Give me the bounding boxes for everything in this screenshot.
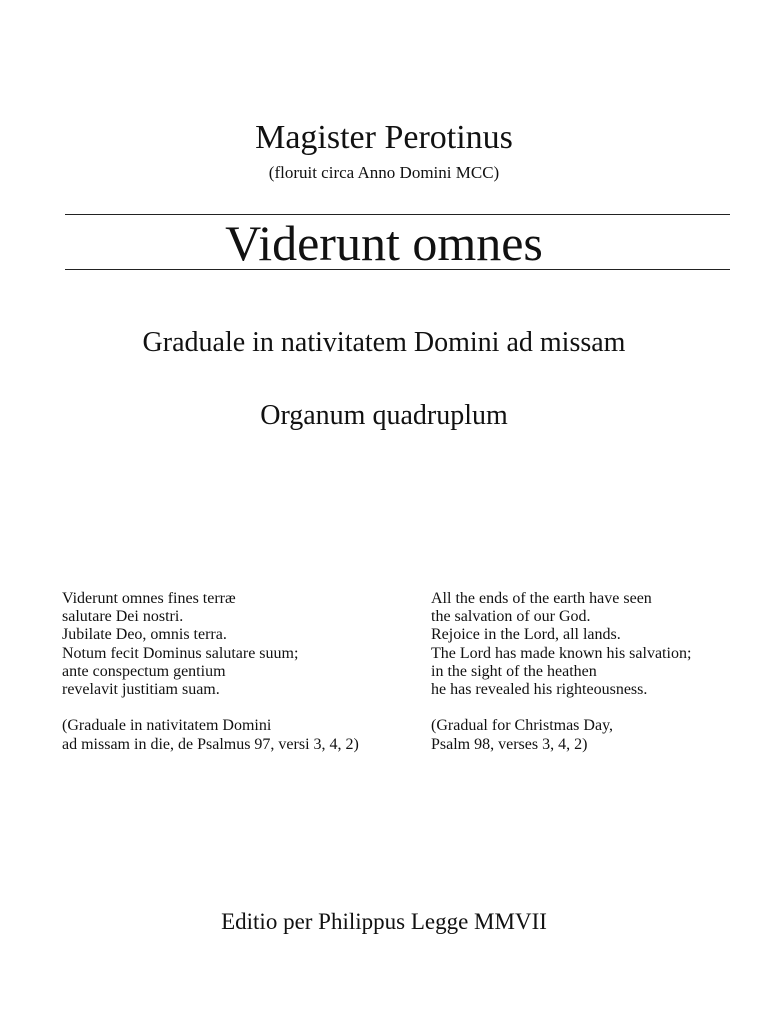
latin-source-line: ad missam in die, de Psalmus 97, versi 3, 4, 2) bbox=[62, 735, 359, 753]
stanza-gap bbox=[431, 699, 761, 717]
english-verse-line: The Lord has made known his salvation; bbox=[431, 644, 692, 662]
genre-subtitle: Graduale in nativitatem Domini ad missam bbox=[142, 327, 626, 358]
latin-verse-line: revelavit justitiam suam. bbox=[62, 680, 220, 698]
english-verse-line: in the sight of the heathen bbox=[431, 662, 597, 680]
title-rule-bottom bbox=[65, 269, 730, 270]
english-verse-line: All the ends of the earth have seen bbox=[431, 590, 652, 607]
latin-verse-line: Viderunt omnes fines terræ bbox=[62, 590, 236, 607]
stanza-gap bbox=[62, 699, 402, 717]
work-title: Viderunt omnes bbox=[225, 215, 543, 271]
english-text-column bbox=[431, 590, 761, 754]
latin-verse-line: ante conspectum gentium bbox=[62, 662, 226, 680]
floruit-note: (floruit circa Anno Domini MCC) bbox=[268, 163, 500, 182]
latin-verse-line: Notum fecit Dominus salutare suum; bbox=[62, 644, 299, 662]
english-source-line: Psalm 98, verses 3, 4, 2) bbox=[431, 735, 588, 753]
english-verse-line: he has revealed his righteousness. bbox=[431, 680, 648, 698]
english-verse-line: the salvation of our God. bbox=[431, 608, 591, 626]
scoring-subtitle: Organum quadruplum bbox=[260, 400, 508, 431]
latin-text-column bbox=[62, 590, 402, 754]
latin-verse-line: Jubilate Deo, omnis terra. bbox=[62, 626, 227, 644]
english-source-line: (Gradual for Christmas Day, bbox=[431, 717, 614, 735]
latin-source-line: (Graduale in nativitatem Domini bbox=[62, 717, 272, 735]
latin-verse-line: salutare Dei nostri. bbox=[62, 608, 184, 626]
composer-name: Magister Perotinus bbox=[255, 119, 513, 156]
english-verse-line: Rejoice in the Lord, all lands. bbox=[431, 626, 621, 644]
edition-credit: Editio per Philippus Legge MMVII bbox=[221, 909, 547, 934]
